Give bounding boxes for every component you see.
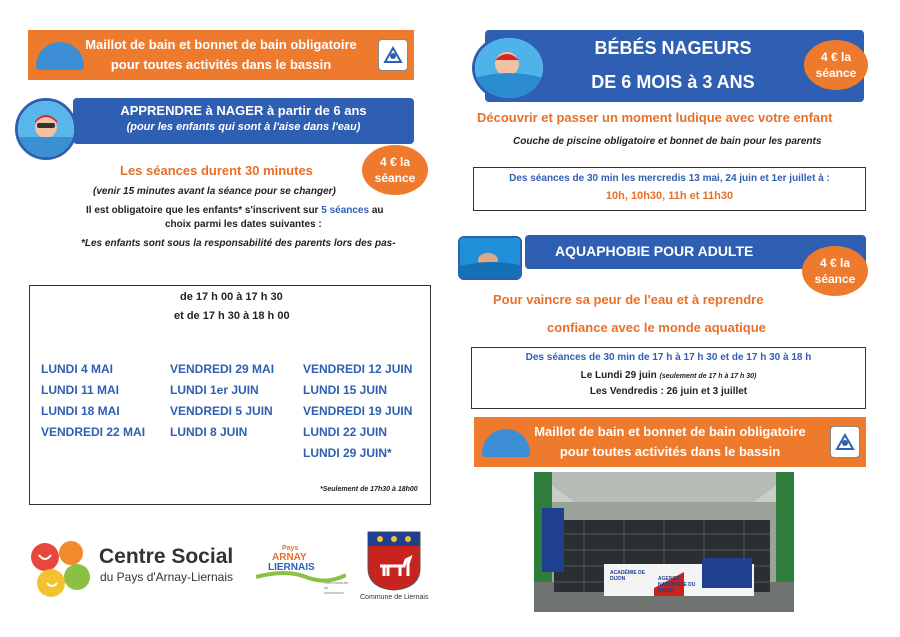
aquaphobie-monday-note: (seulement de 17 h à 17 h 30) <box>659 373 757 380</box>
pool-sign-1: ACADÉMIE DE DIJON <box>610 570 646 582</box>
date-item: LUNDI 29 JUIN* <box>303 446 392 460</box>
aquaphobie-title: AQUAPHOBIE POUR ADULTE <box>555 243 754 259</box>
aquaphobie-sessions-box <box>471 347 866 409</box>
aquaphobie-fridays: : 26 juin et 3 juillet <box>660 386 748 397</box>
lesson-price-badge: 4 € la séance <box>362 145 428 195</box>
bebes-note: Couche de piscine obligatoire et bonnet de bain pour les parents <box>513 136 822 147</box>
banner-line-2: pour toutes activités dans le bassin <box>110 57 332 72</box>
banner-line-1: Maillot de bain et bonnet de bain obligatoire <box>534 424 806 439</box>
centre-social-name: Centre Social <box>99 545 234 568</box>
swimming-sign-icon <box>378 39 408 71</box>
date-item: LUNDI 22 JUIN <box>303 425 388 439</box>
pays-sub: Communauté de communes <box>324 580 349 595</box>
date-item: VENDREDI 5 JUIN <box>170 404 273 418</box>
aquaphobie-tagline-1: Pour vaincre sa peur de l'eau et à reprendre <box>493 292 764 307</box>
centre-social-sub: du Pays d'Arnay-Liernais <box>100 570 234 584</box>
swimming-sign-icon <box>830 426 860 458</box>
schedule-column-3 <box>303 362 412 467</box>
lesson-title: APPRENDRE à NAGER à partir de 6 ans <box>120 103 367 118</box>
centre-social-logo <box>25 533 95 603</box>
aquaphobie-sessions: Des séances de 30 min de 17 h à 17 h 30 et de 17 h 30 à 18 h <box>525 352 812 363</box>
bebes-tagline: Découvrir et passer un moment ludique avec votre enfant <box>477 110 833 125</box>
date-item: LUNDI 11 MAI <box>41 383 120 397</box>
banner-line-1: Maillot de bain et bonnet de bain obligatoire <box>85 37 357 52</box>
liernais-coat-of-arms-icon <box>366 530 422 592</box>
lesson-subtitle: (pour les enfants qui sont à l'aise dans l'eau) <box>126 121 361 133</box>
aquaphobie-monday-line <box>472 370 865 381</box>
bottom-equipment-banner <box>474 417 866 467</box>
bebes-title-1: BÉBÉS NAGEURS <box>594 38 752 58</box>
date-item: VENDREDI 19 JUIN <box>303 404 413 418</box>
top-equipment-banner <box>28 30 414 80</box>
adult-swimmer-photo <box>458 236 522 280</box>
baby-swimmer-photo <box>472 35 546 101</box>
date-item: LUNDI 8 JUIN <box>170 425 248 439</box>
aquaphobie-fridays-label: Les Vendredis <box>589 386 658 397</box>
banner-line-2: pour toutes activités dans le bassin <box>559 444 781 459</box>
pays-name-1: ARNAY <box>272 552 307 563</box>
lesson-duration: Les séances durent 30 minutes <box>120 163 313 178</box>
schedule-box <box>29 285 431 505</box>
register-before: Il est obligatoire que les enfants* s'inscrivent sur <box>86 205 319 216</box>
bebes-sessions-box <box>473 167 866 211</box>
schedule-time-1: de 17 h 00 à 17 h 30 <box>180 291 283 303</box>
bebes-times: 10h, 10h30, 11h et 11h30 <box>605 190 734 202</box>
bebes-title-2: DE 6 MOIS à 3 ANS <box>591 72 755 92</box>
aquaphobie-fridays-line <box>472 386 865 397</box>
date-item: LUNDI 4 MAI <box>41 362 113 376</box>
schedule-column-1 <box>41 362 145 446</box>
bebes-price-badge: 4 € la séance <box>804 40 868 90</box>
pays-small: Pays <box>282 545 299 552</box>
pool-sign-2: AGENCE NATIONALE DU SPORT <box>658 576 696 594</box>
date-item: LUNDI 1er JUIN <box>170 383 259 397</box>
date-item: VENDREDI 29 MAI <box>170 362 275 376</box>
arrive-note: (venir 15 minutes avant la séance pour se changer) <box>93 186 336 197</box>
date-item: VENDREDI 12 JUIN <box>303 362 413 376</box>
commune-label: Commune de Liernais <box>360 594 429 601</box>
swimmer-photo <box>15 98 77 160</box>
date-item: LUNDI 18 MAI <box>41 404 120 418</box>
register-line-2: choix parmi les dates suivantes : <box>165 219 322 230</box>
pays-name-2: LIERNAIS <box>268 562 315 573</box>
aquaphobie-monday: Le Lundi 29 juin <box>580 370 657 381</box>
lesson-banner <box>73 98 414 144</box>
schedule-column-2 <box>170 362 274 446</box>
date-item: VENDREDI 22 MAI <box>41 425 146 439</box>
responsibility-note: *Les enfants sont sous la responsabilité des parents lors des pas- <box>81 238 396 249</box>
register-line <box>86 205 384 216</box>
aquaphobie-tagline-2: confiance avec le monde aquatique <box>547 320 766 335</box>
schedule-time-2: et de 17 h 30 à 18 h 00 <box>174 310 290 322</box>
register-after: au <box>371 205 384 216</box>
aquaphobie-price-badge: 4 € la séance <box>802 246 868 296</box>
date-item: LUNDI 15 JUIN <box>303 383 388 397</box>
pays-logo <box>256 545 349 595</box>
register-count: 5 séances <box>321 205 370 216</box>
pool-photo <box>534 472 794 612</box>
bebes-sessions: Des séances de 30 min les mercredis 13 mai, 24 juin et 1er juillet à : <box>509 173 830 184</box>
schedule-footnote: *Seulement de 17h30 à 18h00 <box>320 486 418 493</box>
